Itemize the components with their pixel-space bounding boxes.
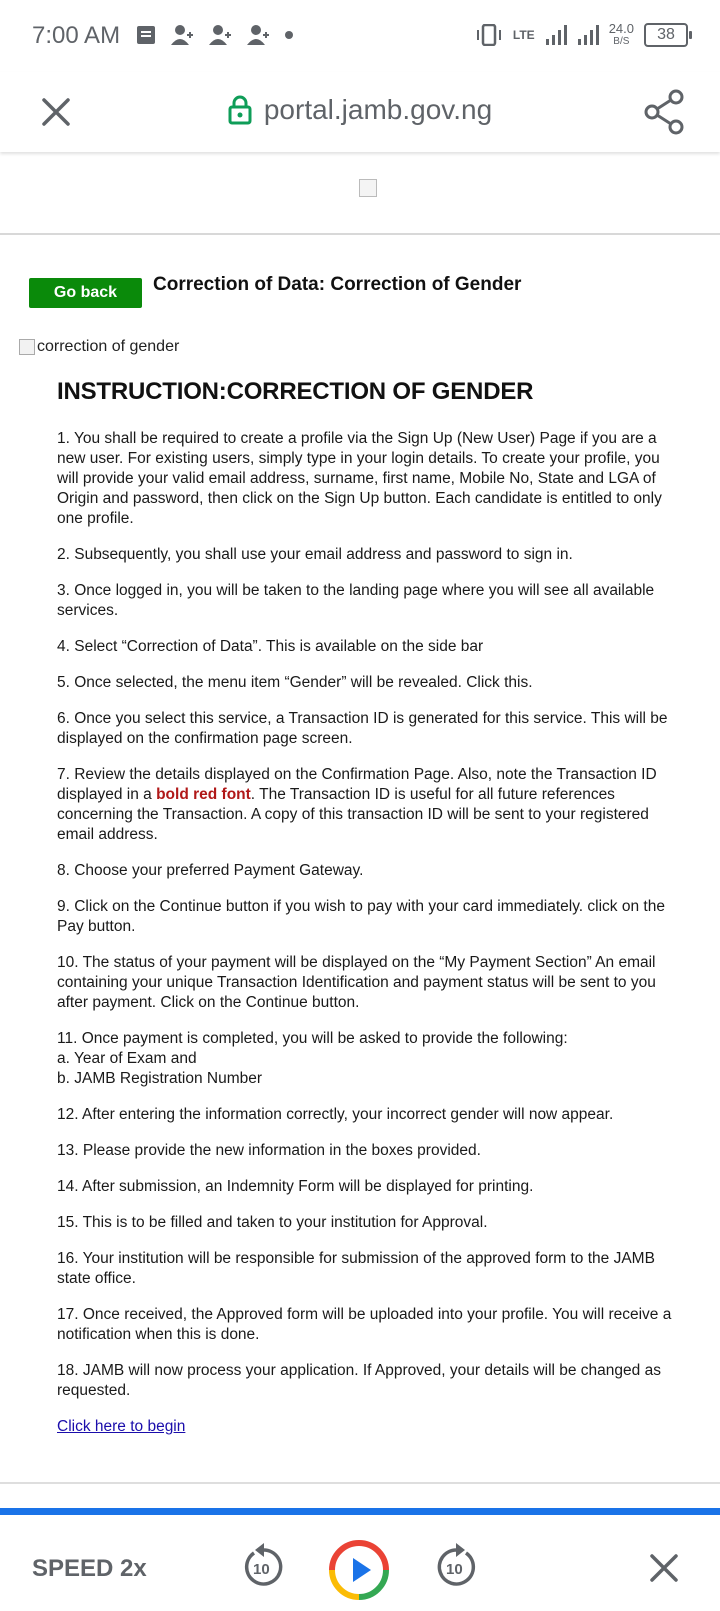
step-10: 10. The status of your payment will be displayed on the “My Payment Section” An email containing your unique Transaction Identification and payment status will be sent to you after payment. Click on the Continue button. (57, 954, 656, 1011)
go-back-button[interactable]: Go back (29, 278, 142, 308)
step-16: 16. Your institution will be responsible for submission of the approved form to the JAMB state office. (57, 1250, 655, 1287)
status-right (475, 22, 688, 48)
step-7-text-after: . The Transaction ID is useful for all future references concerning the Transaction. A copy of this transaction ID will be sent to your registered email address. (57, 786, 649, 843)
speed-button[interactable]: SPEED 2x (32, 1555, 147, 1582)
instruction-steps (57, 429, 672, 1437)
step-7 (57, 765, 672, 845)
instruction-title: INSTRUCTION:CORRECTION OF GENDER (57, 378, 534, 405)
read-aloud-player (0, 1515, 720, 1611)
share-icon[interactable] (642, 88, 686, 136)
step-11 (57, 1029, 672, 1089)
site-logo-image (359, 179, 377, 197)
page-title: Correction of Data: Correction of Gender (153, 274, 522, 295)
step-13: 13. Please provide the new information in the boxes provided. (57, 1142, 481, 1159)
url-text: portal.jamb.gov.ng (263, 94, 493, 125)
status-bar (0, 0, 720, 72)
step-17: 17. Once received, the Approved form will be uploaded into your profile. You will receive a notification when this is done. (57, 1306, 672, 1343)
step-1: 1. You shall be required to create a profile via the Sign Up (New User) Page if you are a new user. For existing users, simply type in your login details. To create your profile, you will provide your valid email address, surname, first name, Mobile No, State and LGA of Origin and password, then click on the Sign Up button. Each candidate is entitled to only one profile. (57, 430, 662, 527)
add-contact-icon (208, 24, 232, 46)
rewind-seconds: 10 (253, 1561, 270, 1578)
browser-toolbar (0, 72, 720, 152)
instruction-image (19, 338, 179, 356)
rewind-10-button[interactable] (240, 1541, 288, 1593)
network-type: LTE (512, 28, 535, 42)
step-15: 15. This is to be filled and taken to your institution for Approval. (57, 1214, 488, 1231)
begin-link[interactable]: Click here to begin (57, 1418, 186, 1435)
forward-10-button[interactable] (432, 1541, 480, 1593)
step-9: 9. Click on the Continue button if you wish to pay with your card immediately. click on the Pay button. (57, 898, 665, 935)
step-11-item-a: a. Year of Exam and (57, 1050, 197, 1067)
network-speed-unit: B/S (613, 36, 630, 47)
step-7-highlight: bold red font (156, 786, 251, 803)
player-progress-bar (0, 1508, 720, 1515)
url-bar[interactable] (0, 94, 720, 126)
status-time: 7:00 AM (32, 22, 121, 49)
add-contact-icon (246, 24, 270, 46)
battery-icon: 38 (644, 23, 688, 47)
broken-image-icon (19, 339, 35, 355)
step-18: 18. JAMB will now process your application. If Approved, your details will be changed as requested. (57, 1362, 661, 1399)
lock-icon (228, 95, 252, 125)
vibrate-icon (475, 24, 503, 46)
add-contact-icon (170, 24, 194, 46)
image-alt-text: correction of gender (37, 338, 180, 355)
notification-icons (136, 24, 294, 46)
step-14: 14. After submission, an Indemnity Form will be displayed for printing. (57, 1178, 534, 1195)
forward-seconds: 10 (446, 1561, 463, 1578)
signal-icon (545, 25, 567, 45)
header-divider (0, 233, 720, 235)
play-icon (328, 1539, 390, 1601)
footer-divider (0, 1482, 720, 1484)
signal-icon (577, 25, 599, 45)
step-11-item-b: b. JAMB Registration Number (57, 1070, 263, 1087)
step-6: 6. Once you select this service, a Transaction ID is generated for this service. This will be displayed on the confirmation page screen. (57, 710, 668, 747)
step-8: 8. Choose your preferred Payment Gateway. (57, 862, 364, 879)
more-notifications-dot-icon (284, 30, 294, 40)
step-3: 3. Once logged in, you will be taken to the landing page where you will see all available services. (57, 582, 655, 619)
step-11-main: 11. Once payment is completed, you will be asked to provide the following: (57, 1030, 568, 1047)
step-5: 5. Once selected, the menu item “Gender” will be revealed. Click this. (57, 674, 533, 691)
step-12: 12. After entering the information correctly, your incorrect gender will now appear. (57, 1106, 614, 1123)
step-2: 2. Subsequently, you shall use your email address and password to sign in. (57, 546, 573, 563)
message-notification-icon (136, 25, 156, 45)
network-speed-value: 24.0 (608, 21, 634, 36)
step-7-text-before: 7. Review the details displayed on the Confirmation Page. Also, note the Transaction ID displayed in a (57, 766, 657, 803)
close-player-icon[interactable] (648, 1552, 680, 1584)
network-speed (609, 22, 634, 48)
play-button[interactable] (328, 1539, 390, 1601)
step-4: 4. Select “Correction of Data”. This is available on the side bar (57, 638, 484, 655)
